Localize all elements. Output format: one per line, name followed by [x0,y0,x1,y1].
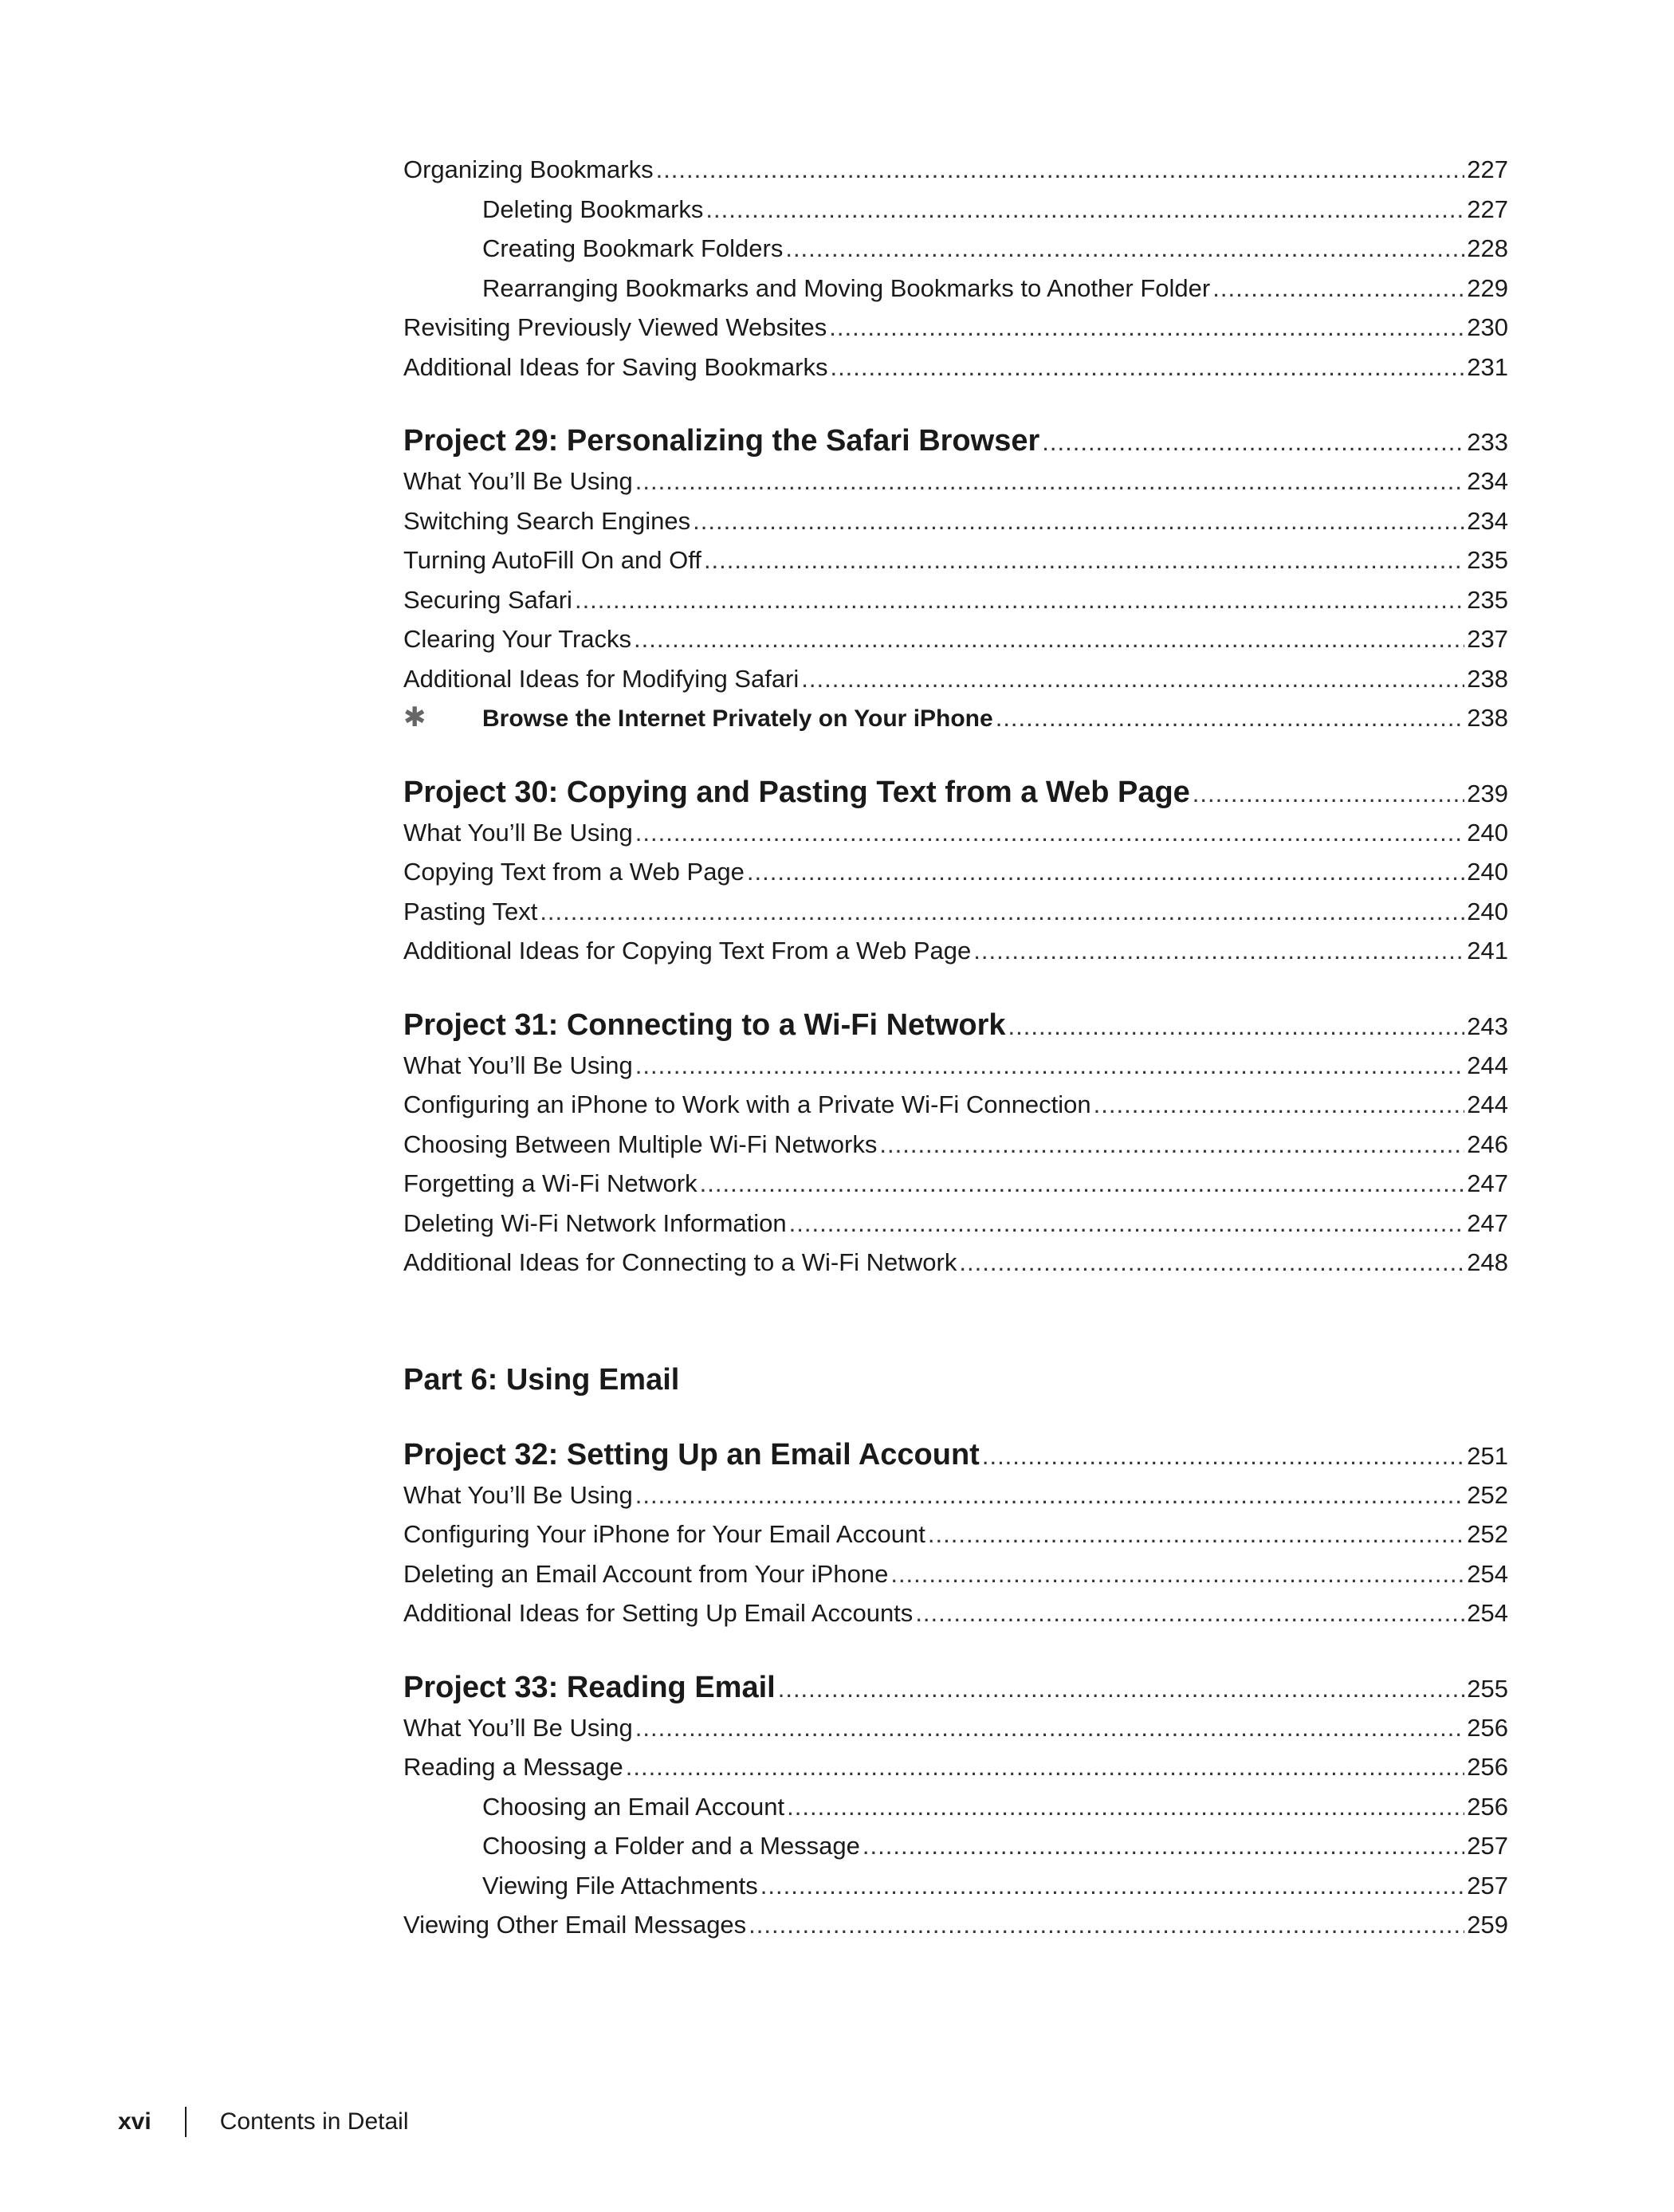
toc-entry-title: What You’ll Be Using [403,818,633,847]
dot-leader [656,150,1465,190]
toc-entry-page: 257 [1467,1832,1508,1860]
toc-entry-page: 254 [1467,1559,1508,1588]
toc-entry-page: 231 [1467,352,1508,381]
toc-entry-title: What You’ll Be Using [403,1480,633,1509]
toc-entry-title: Copying Text from a Web Page [403,858,745,886]
toc-entry-page: 235 [1467,585,1508,614]
toc-subentry[interactable] [403,1826,1508,1866]
dot-leader [1042,422,1464,463]
toc-entry-page: 241 [1467,937,1508,965]
toc-entry[interactable] [403,659,1508,699]
project-title: Project 30: Copying and Pasting Text from a Web Page [403,775,1190,809]
toc-entry[interactable] [403,462,1508,501]
project-heading[interactable] [403,420,1508,462]
toc-entry-page: 237 [1467,625,1508,653]
dot-leader [635,1475,1464,1515]
toc-entry-page: 256 [1467,1792,1508,1821]
toc-entry[interactable] [403,1708,1508,1748]
toc-entry-title: Deleting Wi-Fi Network Information [403,1208,787,1237]
toc-entry-title: Additional Ideas for Connecting to a Wi-Fi Network [403,1248,957,1276]
dot-leader [693,501,1464,541]
toc-entry-page: 227 [1467,194,1508,223]
dot-leader [915,1593,1464,1633]
toc-entry-title: Choosing a Folder and a Message [482,1832,860,1860]
toc-entry-title: Choosing an Email Account [482,1792,785,1821]
toc-entry-page: 246 [1467,1130,1508,1158]
dot-leader [959,1243,1464,1283]
toc-entry-title: What You’ll Be Using [403,1713,633,1742]
toc-entry-title: What You’ll Be Using [403,1051,633,1079]
dot-leader [635,1046,1464,1086]
toc-entry[interactable] [403,348,1508,387]
page-footer [118,2104,409,2139]
toc-entry-page: 257 [1467,1871,1508,1900]
toc-entry-page: 230 [1467,313,1508,341]
toc-entry-title: Pasting Text [403,897,538,925]
toc-entry-title: Configuring an iPhone to Work with a Private Wi-Fi Connection [403,1090,1091,1118]
project-page: 239 [1467,779,1508,807]
dot-leader [540,892,1464,932]
toc-entry-title: Deleting an Email Account from Your iPhone [403,1559,889,1588]
project-heading[interactable] [403,1667,1508,1708]
toc-entry-title: Forgetting a Wi-Fi Network [403,1169,698,1197]
dot-leader [879,1125,1464,1165]
toc-entry-page: 244 [1467,1090,1508,1118]
footer-section-title: Contents in Detail [219,2108,409,2135]
toc-entry-title: Organizing Bookmarks [403,155,654,183]
dot-leader [575,580,1464,620]
dot-leader [973,931,1464,971]
toc-entry[interactable] [403,852,1508,892]
project-title: Project 31: Connecting to a Wi-Fi Network [403,1008,1006,1042]
toc-entry[interactable] [403,1593,1508,1633]
toc-entry-title: Reading a Message [403,1753,623,1781]
project-heading[interactable] [403,1434,1508,1475]
project-page: 243 [1467,1012,1508,1040]
toc-entry-page: 240 [1467,818,1508,847]
project-title: Project 29: Personalizing the Safari Browser [403,424,1040,458]
footer-divider [185,2107,187,2137]
project-page: 233 [1467,428,1508,456]
dot-leader [778,1668,1465,1710]
dot-leader [749,1905,1464,1945]
toc-subentry[interactable] [403,1866,1508,1906]
toc-entry[interactable] [403,1554,1508,1594]
toc-entry-title: Rearranging Bookmarks and Moving Bookmarks to Another Folder [482,273,1211,302]
toc-entry-title: Creating Bookmark Folders [482,234,784,262]
toc-entry-page: 252 [1467,1480,1508,1509]
dot-leader [996,698,1465,738]
project-heading[interactable] [403,772,1508,813]
dot-leader [635,813,1464,853]
part-heading: Part 6: Using Email [403,1362,680,1397]
toc-entry-page: 244 [1467,1051,1508,1079]
toc-entry-page: 238 [1467,704,1508,732]
dot-leader [1193,773,1464,815]
dot-leader [747,852,1464,892]
project-title: Project 33: Reading Email [403,1670,776,1704]
toc-entry-page: 238 [1467,664,1508,693]
dot-leader [635,462,1464,501]
toc-entry[interactable] [403,931,1508,971]
toc-entry-page: 235 [1467,546,1508,574]
toc-sidebar-entry[interactable] [403,698,1508,738]
toc-entry-title: Viewing Other Email Messages [403,1911,747,1939]
dot-leader [1008,1006,1465,1047]
toc-entry-title: Choosing Between Multiple Wi-Fi Networks [403,1130,878,1158]
table-of-contents [403,150,1508,1945]
toc-entry[interactable] [403,1125,1508,1165]
toc-entry-title: Additional Ideas for Setting Up Email Accounts [403,1599,914,1627]
dot-leader [785,229,1464,269]
toc-subentry[interactable] [403,190,1508,230]
project-title: Project 32: Setting Up an Email Account [403,1437,980,1471]
toc-entry[interactable] [403,308,1508,348]
toc-entry[interactable] [403,1164,1508,1204]
toc-entry-title: Configuring Your iPhone for Your Email Account [403,1520,925,1548]
toc-entry[interactable] [403,1515,1508,1554]
toc-entry[interactable] [403,540,1508,580]
dot-leader [928,1515,1464,1554]
toc-entry[interactable] [403,1085,1508,1125]
dot-leader [789,1204,1465,1244]
toc-entry-page: 248 [1467,1248,1508,1276]
toc-entry-title: Additional Ideas for Modifying Safari [403,664,800,693]
toc-entry-title: Revisiting Previously Viewed Websites [403,313,827,341]
dot-leader [1094,1085,1465,1125]
dot-leader [700,1164,1465,1204]
toc-entry[interactable] [403,1046,1508,1086]
toc-entry-title: Turning AutoFill On and Off [403,546,701,574]
toc-entry-page: 247 [1467,1208,1508,1237]
toc-entry-title: Additional Ideas for Saving Bookmarks [403,352,828,381]
toc-entry-title: Viewing File Attachments [482,1871,758,1900]
dot-leader [626,1747,1465,1787]
toc-entry[interactable] [403,501,1508,541]
toc-subentry[interactable] [403,1787,1508,1827]
dot-leader [787,1787,1464,1827]
toc-entry[interactable] [403,150,1508,190]
dot-leader [801,659,1464,699]
toc-subentry[interactable] [403,229,1508,269]
toc-entry[interactable] [403,1475,1508,1515]
asterisk-icon: ✱ [403,702,426,733]
toc-entry[interactable] [403,1747,1508,1787]
dot-leader [635,1708,1464,1748]
toc-entry-title: Deleting Bookmarks [482,194,704,223]
toc-entry-page: 256 [1467,1753,1508,1781]
page-number: xvi [118,2108,151,2135]
toc-entry-page: 247 [1467,1169,1508,1197]
toc-entry[interactable] [403,619,1508,659]
toc-entry[interactable] [403,1204,1508,1244]
toc-entry-page: 240 [1467,858,1508,886]
project-page: 251 [1467,1441,1508,1470]
toc-entry[interactable] [403,813,1508,853]
dot-leader [634,619,1464,659]
toc-entry-page: 234 [1467,506,1508,535]
toc-entry-title: Additional Ideas for Copying Text From a Web Page [403,937,972,965]
toc-entry-page: 228 [1467,234,1508,262]
toc-entry-page: 259 [1467,1911,1508,1939]
dot-leader [890,1554,1464,1594]
toc-entry-page: 227 [1467,155,1508,183]
toc-entry[interactable] [403,580,1508,620]
dot-leader [830,348,1464,387]
toc-entry-page: 240 [1467,897,1508,925]
toc-entry-page: 234 [1467,467,1508,495]
dot-leader [1212,269,1464,308]
dot-leader [760,1866,1464,1906]
dot-leader [705,190,1464,230]
project-heading[interactable] [403,1004,1508,1046]
toc-entry-page: 229 [1467,273,1508,302]
toc-entry-page: 256 [1467,1713,1508,1742]
dot-leader [829,308,1464,348]
toc-entry-title: Clearing Your Tracks [403,625,632,653]
toc-entry-title: What You’ll Be Using [403,467,633,495]
toc-entry-page: 252 [1467,1520,1508,1548]
toc-entry[interactable] [403,1905,1508,1945]
toc-entry-title: Browse the Internet Privately on Your iPhone [482,705,993,732]
toc-entry[interactable] [403,1243,1508,1283]
toc-entry-title: Securing Safari [403,585,572,614]
toc-entry-page: 254 [1467,1599,1508,1627]
dot-leader [982,1436,1464,1477]
dot-leader [863,1826,1464,1866]
toc-entry[interactable] [403,892,1508,932]
toc-entry-title: Switching Search Engines [403,506,691,535]
toc-subentry[interactable] [403,269,1508,308]
project-page: 255 [1467,1674,1508,1703]
dot-leader [704,540,1464,580]
